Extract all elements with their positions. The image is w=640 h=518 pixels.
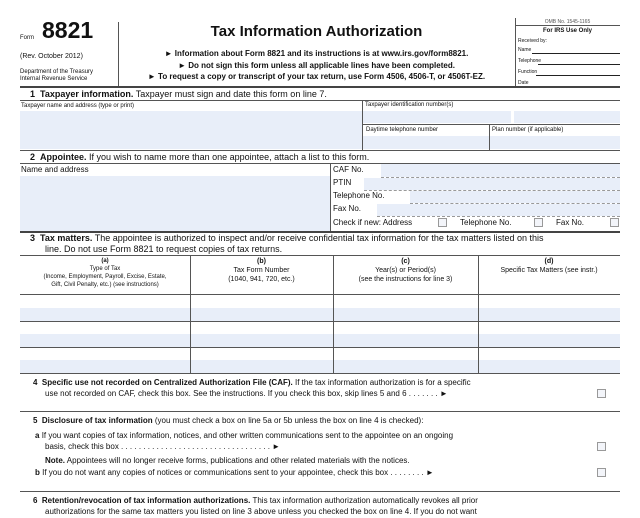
line5b-checkbox[interactable] [597,468,606,477]
new-telephone-checkbox[interactable] [534,218,543,227]
line1-heading: 1 Taxpayer information. Taxpayer must sign and date this form on line 7. [30,89,327,99]
tin-field-2[interactable] [514,111,620,123]
tin-field-1[interactable] [363,111,511,123]
info-line-3: ► To request a copy or transcript of your tax return, use Form 4506, 4506-T, or 4506T-EZ. [147,72,486,81]
telephone-field[interactable] [410,191,620,203]
column-b-header: (b) Tax Form Number (1040, 941, 720, etc.) [228,258,295,283]
fax-label: Fax No. [333,204,362,213]
check-new-address-label: Check if new: Address [333,218,413,227]
appointee-name-label: Name and address [21,165,89,174]
line5a-checkbox[interactable] [597,442,606,451]
info-line-1: ► Information about Form 8821 and its instructions is at www.irs.gov/form8821. [164,49,469,58]
irs-date-label: Date [518,80,529,86]
caf-label: CAF No. [333,165,364,174]
line4-heading: 4 Specific use not recorded on Centralized Authorization File (CAF). If the tax information authorization is for a specific [33,378,471,387]
plan-number-label: Plan number (if applicable) [492,127,564,133]
form-number: 8821 [42,17,94,43]
daytime-phone-label: Daytime telephone number [366,127,439,133]
line4-text2: use not recorded on CAF, check this box. See the instructions. If you check this box, skip lines 5 and 6 . . . . . . . ► [45,389,448,398]
new-address-checkbox[interactable] [438,218,447,227]
irs-telephone-label: Telephone [518,58,542,64]
line2-heading: 2 Appointee. If you wish to name more than one appointee, attach a list to this form. [30,152,370,162]
table-row-3[interactable] [20,360,620,373]
line3-heading: 3 Tax matters. The appointee is authorized to inspect and/or receive confidential tax information for the tax matters listed on this [30,233,544,243]
line5a-text2: basis, check this box . . . . . . . . . . . . . . . . . . . . . . . . . . . . . . . . . . ► [45,442,281,451]
table-row-2[interactable] [20,334,620,347]
check-new-telephone-label: Telephone No. [460,218,512,227]
column-c-header: (c) Year(s) or Period(s) (see the instructions for line 3) [358,258,453,283]
omb-number: OMB No. 1545-1165 [544,19,591,25]
ptin-field[interactable] [364,178,620,190]
column-a-header: (a) Type of Tax (Income, Employment, Payroll, Excise, Estate, Gift, Civil Penalty, etc.) (see instructions) [43,258,167,288]
fax-field[interactable] [377,204,620,216]
table-row-1[interactable] [20,308,620,321]
irs-name-label: Name [518,47,532,53]
line5b-text: b If you do not want any copies of notices or communications sent to your appointee, check this box . . . . . . . . ► [35,468,434,477]
form-title: Tax Information Authorization [210,23,423,40]
info-line-2: ► Do not sign this form unless all applicable lines have been completed. [178,61,455,70]
revision: (Rev. October 2012) [20,53,83,60]
tin-label: Taxpayer identification number(s) [365,102,454,108]
column-d-header: (d) Specific Tax Matters (see instr.) [500,258,598,274]
line5a-text1: a If you want copies of tax information, notices, and other written communications sent to the appointee on an ongoing [35,431,454,440]
irs-function-label: Function [518,69,538,75]
line6-heading: 6 Retention/revocation of tax information authorizations. This tax information authorization automatically revokes all prior [33,496,478,505]
line3-text2: line. Do not use Form 8821 to request copies of tax returns. [45,244,283,254]
line5-heading: 5 Disclosure of tax information (you must check a box on line 5a or 5b unless the box on line 4 is checked): [33,416,424,425]
caf-field[interactable] [381,164,620,177]
service: Internal Revenue Service [20,76,88,82]
line4-checkbox[interactable] [597,389,606,398]
taxpayer-name-address-field[interactable] [20,111,362,149]
plan-number-field[interactable] [490,136,620,149]
ptin-label: PTIN [333,178,352,187]
taxpayer-name-label: Taxpayer name and address (type or print) [21,103,135,109]
received-by: Received by: [518,38,547,44]
new-fax-checkbox[interactable] [610,218,619,227]
form-label: Form [20,35,34,41]
daytime-phone-field[interactable] [363,136,489,149]
irs-use-only: For IRS Use Only [542,28,592,34]
appointee-name-address-field[interactable] [20,176,330,231]
department: Department of the Treasury [20,69,94,75]
check-new-fax-label: Fax No. [556,218,585,227]
line6-text2: authorizations for the same tax matters you listed on line 3 above unless you checked the box on line 4. If you do not want [45,507,477,516]
line5-note: Note. Appointees will no longer receive forms, publications and other related materials with the notices. [45,456,410,465]
telephone-label: Telephone No. [333,191,385,200]
